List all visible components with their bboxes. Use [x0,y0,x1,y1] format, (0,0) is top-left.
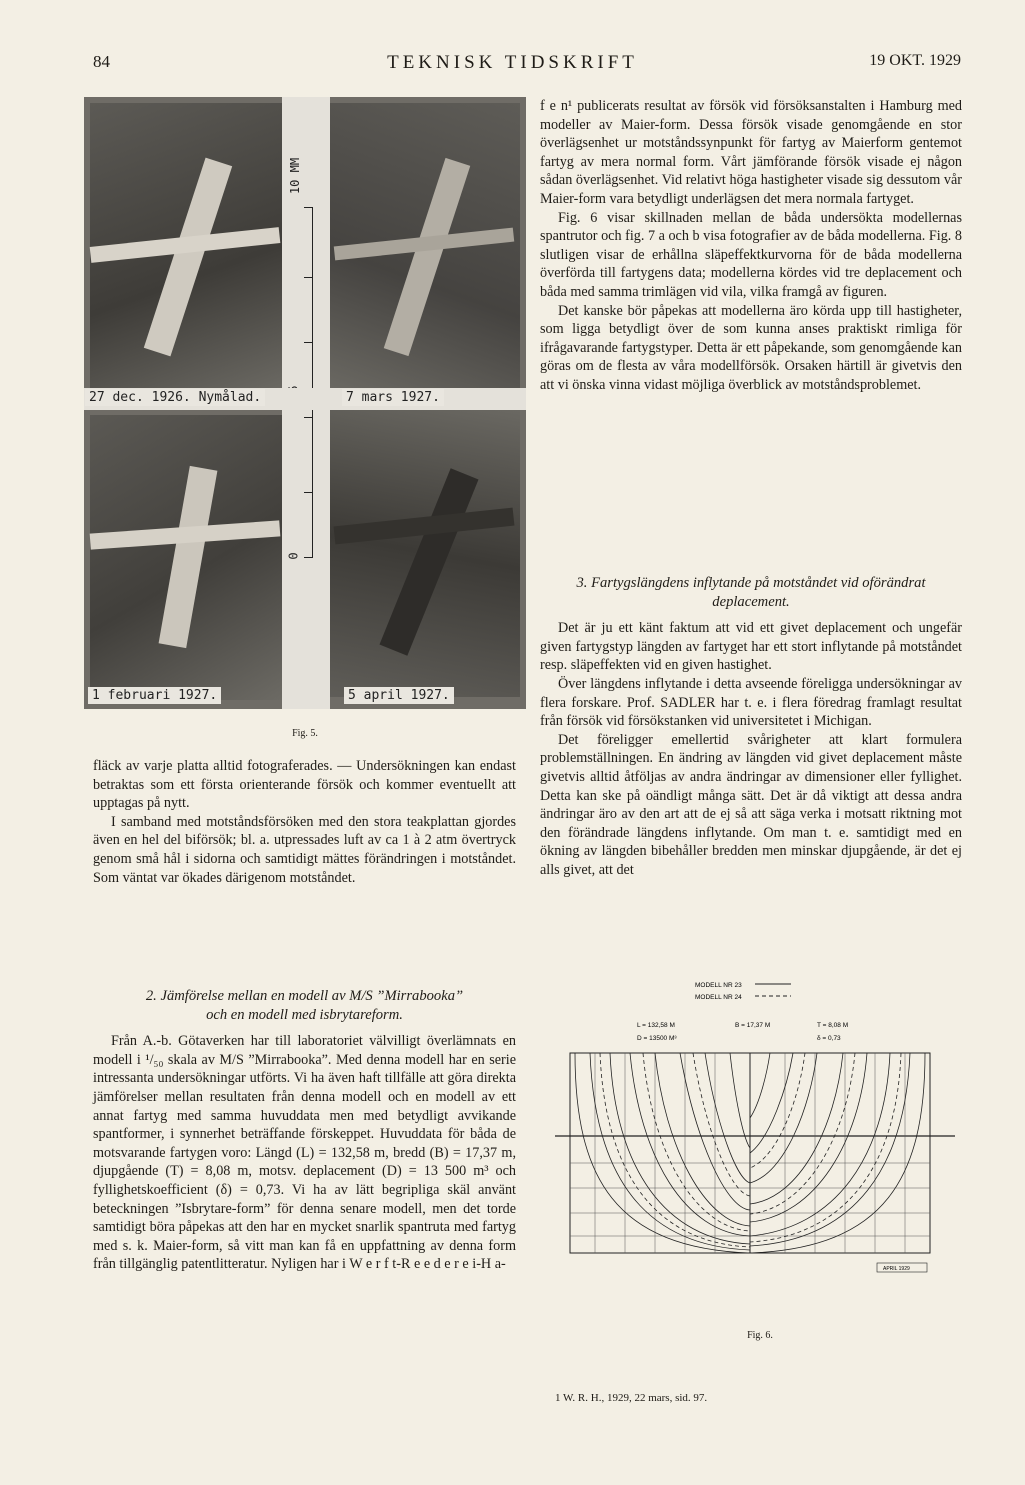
param-T: T = 8,08 M [817,1022,849,1029]
section-3-heading: 3. Fartygslängdens inflytande på motståndet vid oförändrat deplacement. [576,575,926,610]
figure-6 [555,978,965,1368]
figure-5-caption: Fig. 5. [292,728,318,739]
scale-label-10mm: 10 MM [288,157,303,195]
section-2-heading-line1: 2. Jämförelse mellan en modell av M/S ”Mirrabooka” [145,988,464,1004]
legend-label-24: MODELL NR 24 [695,994,742,1001]
journal-title: TEKNISK TIDSKRIFT [387,52,638,73]
photo-label-2: 7 mars 1927. [342,389,444,406]
issue-date: 19 OKT. 1929 [869,52,961,69]
figure-6-caption: Fig. 6. [747,1330,773,1341]
section-2-heading [93,987,516,1024]
figure-5-photographs [84,97,526,709]
figure-6-drawing [555,978,965,1348]
scale-tick [304,277,313,278]
frames-aft-dashed [600,1053,750,1247]
scale-tick [304,342,313,343]
scale-tick [304,557,313,558]
paragraph: Över längdens inflytande i detta avseende föreligga undersökningar av flera forskare. Prof. SADLER har t. e. i flera föredrag framlagt resultat från försök vid försökstanken vid universitetet i Michigan. [540,675,962,730]
right-column-top [540,97,962,395]
scale-line [312,207,313,557]
paragraph: Det kanske bör påpekas att modellerna äro körda upp till hastigheter, som ligga betydligt över de som kunna anses praktiskt rimliga för ifrågavarande fartygstyper. Detta är ett påpekande, som genomgående kan göras om de flesta av våra modellförsök. Orsaken härtill är givetvis den att vi önska vinna vidast möjliga överblick av motståndsproblemet. [540,302,962,393]
param-L: L = 132,58 M [637,1022,675,1029]
scale-tick [304,492,313,493]
left-column-bottom [93,757,516,887]
photo-label-4: 5 april 1927. [344,687,454,704]
scale-tick [304,207,313,208]
section-3 [540,574,962,880]
param-B: B = 17,37 M [735,1022,771,1029]
scale-label-0: 0 [286,552,301,560]
paragraph: Det är ju ett känt faktum att vid ett givet deplacement och ungefär given fartygstyp längden av fartyget har ett stort inflytande på motståndet resp. släpeffekten vid en given hastighet. [540,620,962,674]
frames-fore-dashed [750,1053,901,1242]
paragraph: Från A.-b. Götaverken har till laboratoriet välvilligt överlämnats en modell i ¹/₅₀ skala av M/S ”Mirrabooka”. Med denna modell har en serie intressanta undersökningar utförts. Vi ha även haft tillfälle att göra direkta jämförelser mellan resultaten från denna modell och en modell av ett annat fartyg med samma huvuddata men med betydligt avvikande spantformer, i synnerhet beträffande förskeppet. Huvuddata för båda de motsvarande fartygen voro: Längd (L) = 132,58 m, bredd (B) = 17,37 m, djupgående (T) = 8,08 m, motsv. deplacement (D) = 13 500 m³ och fyllighetskoefficient (δ) = 0,73. Vi ha av lätt begripliga skäl använt beteckningen ”Isbrytare-form” för denna senare modell, men det torde samtidigt böra påpekas att den har en mycket snarlik spantruta med fartyg med s. k. Maier-form, så vitt man kan få en uppfattning av denna form från tillgänglig patentlitteratur. Nyligen har i W e r f t-R e e d e r e i-H a- [93,1033,516,1273]
section-2 [93,987,516,1274]
paragraph: Det föreligger emellertid svårigheter att klart formulera problemställningen. En ändring av längden vid givet deplacement måste givetvis alltid åtföljas av andra ändringar av dimensioner eller fyllighet. Detta kan ske på oändligt många sätt. Det är då viktigt att dessa andra ändringar äro av den art att de ej så att säga verka i motsatt riktning mot den förändrade längdens inflytande. Om man t. e. samtidigt med en ökning av längden bibehåller bredden men minskar djupgående, är det ej alls givet, att det [540,731,962,878]
paragraph: f e n¹ publicerats resultat av försök vid försöksanstalten i Hamburg med modeller av Maier-form. Dessa försök visade genomgående en stor överlägsenhet ur motståndssynpunkt för fartyg av Maierform gentemot fartyg av mera normal form. Vårt jämförande försök visade ej någon sådan överlägsenhet. Vid relativt höga hastigheter visade sig dessutom vår Maier-form vara betydligt underlägsen det mera normala fartyget. [540,98,962,207]
paragraph: I samband med motståndsförsöken med den stora teakplattan gjordes även en hel del biförsök; bl. a. utpressades luft av ca 1 à 2 atm övertryck genom små hål i sidorna och samtidigt mättes förändringen i motståndet. Som väntat var ökades därigenom motståndet. [93,813,516,886]
paragraph: Fig. 6 visar skillnaden mellan de båda undersökta modellernas spantrutor och fig. 7 a och b visa fotografier av de båda modellerna. Fig. 8 slutligen visar de erhållna släpeffektkurvorna för de båda modellerna överförda till fartygens data; modellerna kördes vid tre deplacement och båda med samma trimlägen vid vila, vilka framgå av figuren. [540,209,962,300]
paragraph: fläck av varje platta alltid fotograferades. — Undersökningen kan endast betraktas som ett första orienterande försök och kommer eventuellt att upptagas på nytt. [93,758,516,812]
section-2-heading-line2: och en modell med isbrytareform. [206,1006,403,1023]
scale-tick [304,417,313,418]
photo-label-1: 27 dec. 1926. Nymålad. [85,389,265,406]
page-header [0,52,1025,82]
page-number: 84 [93,52,110,71]
photo-label-3: 1 februari 1927. [88,687,221,704]
stamp-text: APRIL 1929 [883,1266,910,1272]
param-D: D = 13500 M³ [637,1035,677,1042]
legend-label-23: MODELL NR 23 [695,982,742,989]
footnote: 1 W. R. H., 1929, 22 mars, sid. 97. [555,1392,708,1404]
frames-aft [575,1053,750,1253]
param-delta: δ = 0,73 [817,1035,841,1042]
